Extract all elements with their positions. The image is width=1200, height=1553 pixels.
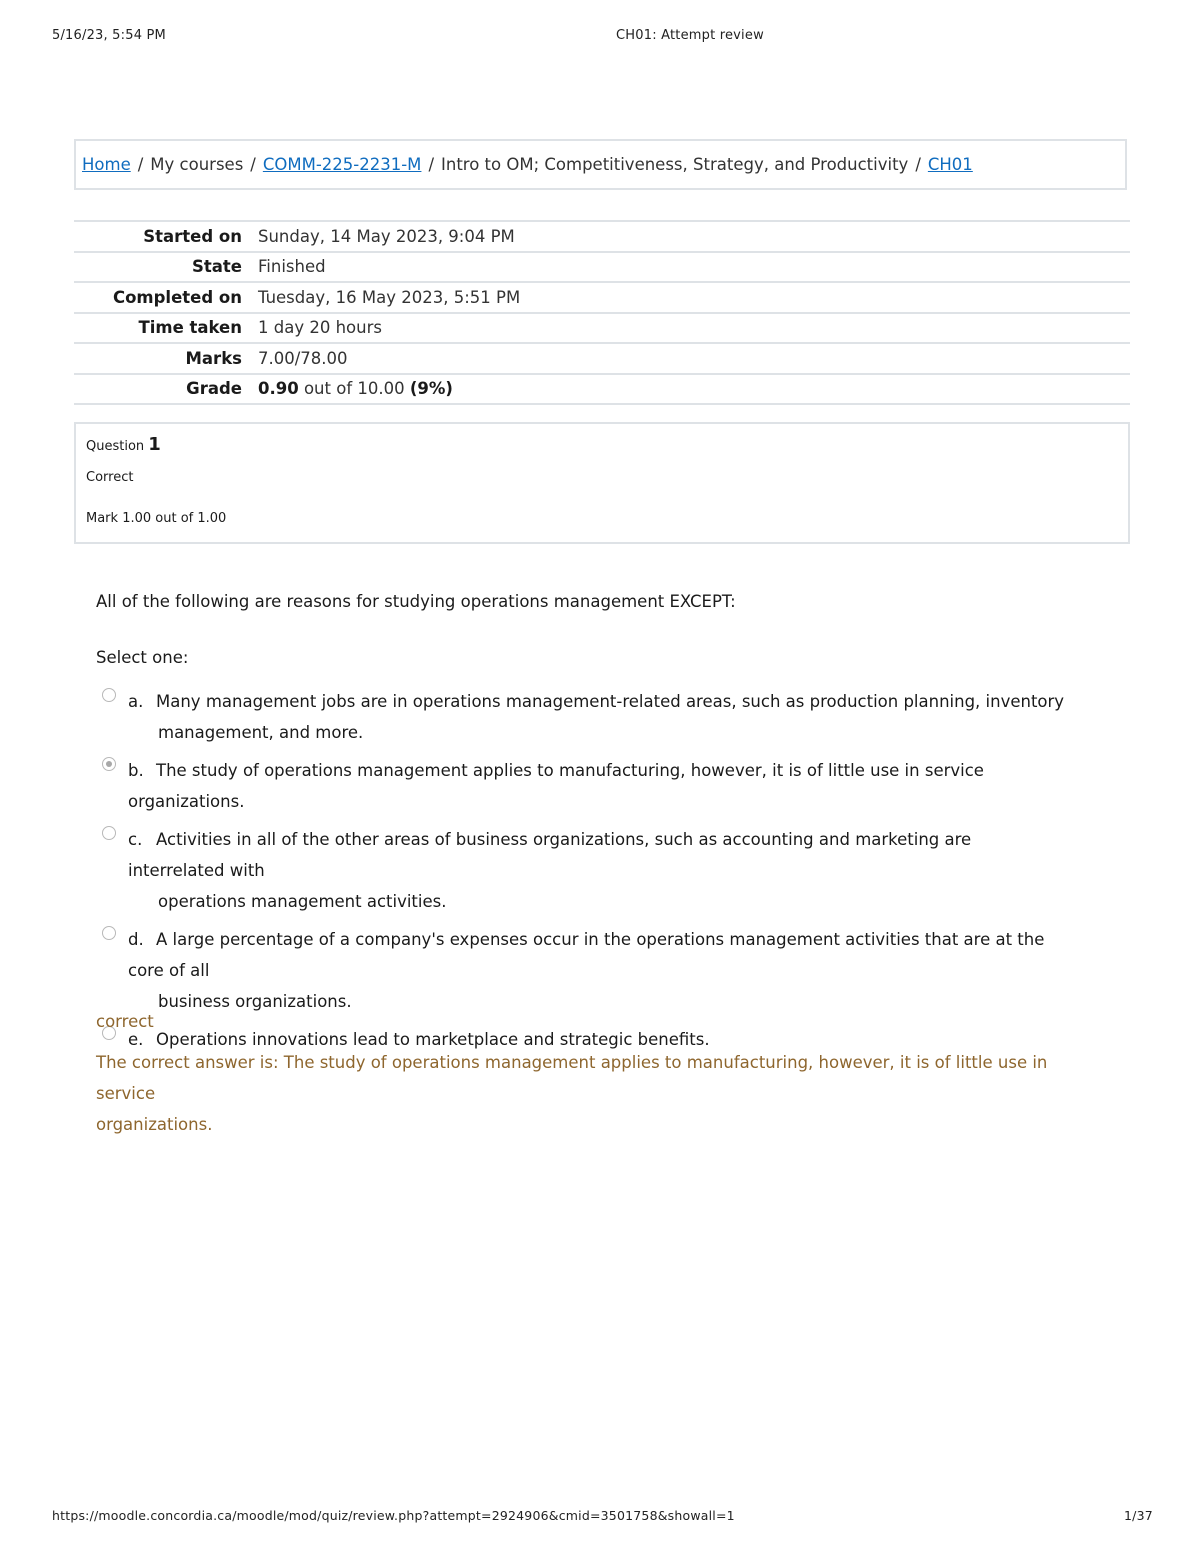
answer-option-b[interactable] — [100, 755, 1070, 817]
marks-value: 7.00/78.00 — [258, 348, 348, 368]
radio-button[interactable] — [102, 688, 116, 702]
breadcrumb-separator: / — [250, 155, 256, 174]
state-label: State — [192, 257, 242, 277]
question-feedback — [96, 1012, 1076, 1140]
breadcrumb-separator: / — [428, 155, 434, 174]
summary-row-state — [74, 252, 1130, 283]
option-letter: c. — [128, 830, 143, 849]
grade-label: Grade — [186, 379, 242, 399]
radio-button[interactable] — [102, 826, 116, 840]
grade-out-of: out of 10.00 — [298, 379, 410, 399]
option-text-continued: operations management activities. — [158, 892, 447, 911]
option-text: The study of operations management applies to manufacturing, however, it is of little use in service organizations. — [128, 761, 984, 811]
option-text-continued: management, and more. — [158, 723, 364, 742]
option-letter: a. — [128, 692, 144, 711]
grade-value — [250, 374, 1130, 405]
marks-label: Marks — [185, 348, 242, 368]
breadcrumb-separator: / — [915, 155, 921, 174]
option-letter: e. — [128, 1030, 144, 1049]
right-answer-text: The correct answer is: The study of operations management applies to manufacturing, however, it is of little use in service — [96, 1053, 1048, 1103]
grade-score: 0.90 — [258, 379, 299, 399]
radio-button[interactable] — [102, 926, 116, 940]
print-datetime: 5/16/23, 5:54 PM — [52, 28, 166, 43]
option-letter: d. — [128, 930, 144, 949]
right-answer-text-continued: organizations. — [96, 1115, 213, 1134]
time-taken-value: 1 day 20 hours — [258, 318, 382, 338]
answer-option-c[interactable] — [100, 824, 1070, 917]
question-text: All of the following are reasons for studying operations management EXCEPT: — [96, 592, 736, 611]
option-text: Activities in all of the other areas of business organizations, such as accounting and marketing are interrelated with — [128, 830, 972, 880]
completed-value: Tuesday, 16 May 2023, 5:51 PM — [258, 287, 521, 307]
started-label: Started on — [143, 226, 242, 246]
print-url: https://moodle.concordia.ca/moodle/mod/quiz/review.php?attempt=2924906&cmid=3501758&showall=1 — [52, 1508, 735, 1523]
breadcrumb-my-courses: My courses — [150, 155, 244, 174]
option-text: A large percentage of a company's expenses occur in the operations management activities that are at the core of all — [128, 930, 1045, 980]
question-state: Correct — [86, 470, 134, 485]
option-text: Operations innovations lead to marketplace and strategic benefits. — [156, 1030, 710, 1049]
question-info-box — [74, 422, 1130, 544]
question-number-value: 1 — [148, 434, 161, 455]
grade-percent: (9%) — [409, 379, 453, 399]
breadcrumb-separator: / — [137, 155, 144, 174]
print-page-number: 1/37 — [1124, 1508, 1153, 1523]
breadcrumb-quiz-link[interactable]: CH01 — [927, 155, 973, 174]
radio-button-selected[interactable] — [102, 757, 116, 771]
breadcrumb-section: Intro to OM; Competitiveness, Strategy, and Productivity — [441, 155, 909, 174]
summary-row-started — [74, 221, 1130, 252]
answer-option-d[interactable] — [100, 924, 1070, 1017]
question-grade: Mark 1.00 out of 1.00 — [86, 511, 227, 526]
answer-option-a[interactable] — [100, 686, 1070, 748]
select-one-prompt: Select one: — [96, 648, 189, 667]
summary-row-marks — [74, 343, 1130, 374]
question-number — [86, 434, 161, 455]
general-feedback: correct — [96, 1012, 154, 1031]
right-answer-feedback — [96, 1047, 1076, 1140]
question-number-label: Question — [86, 439, 145, 454]
summary-row-grade — [74, 374, 1130, 405]
state-value: Finished — [258, 257, 326, 277]
option-text: Many management jobs are in operations management-related areas, such as production planning, inventory — [156, 692, 1065, 711]
option-text-continued: business organizations. — [158, 992, 352, 1011]
print-page-title: CH01: Attempt review — [616, 28, 764, 43]
time-taken-label: Time taken — [138, 318, 242, 338]
summary-row-time-taken — [74, 313, 1130, 344]
attempt-summary-table — [74, 220, 1130, 405]
answer-options — [100, 686, 1070, 1062]
started-value: Sunday, 14 May 2023, 9:04 PM — [258, 226, 515, 246]
completed-label: Completed on — [112, 287, 242, 307]
summary-row-completed — [74, 282, 1130, 313]
option-letter: b. — [128, 761, 144, 780]
breadcrumb-home-link[interactable]: Home — [82, 155, 131, 174]
breadcrumb-course-link[interactable]: COMM-225-2231-M — [262, 155, 422, 174]
breadcrumb — [74, 139, 1127, 190]
